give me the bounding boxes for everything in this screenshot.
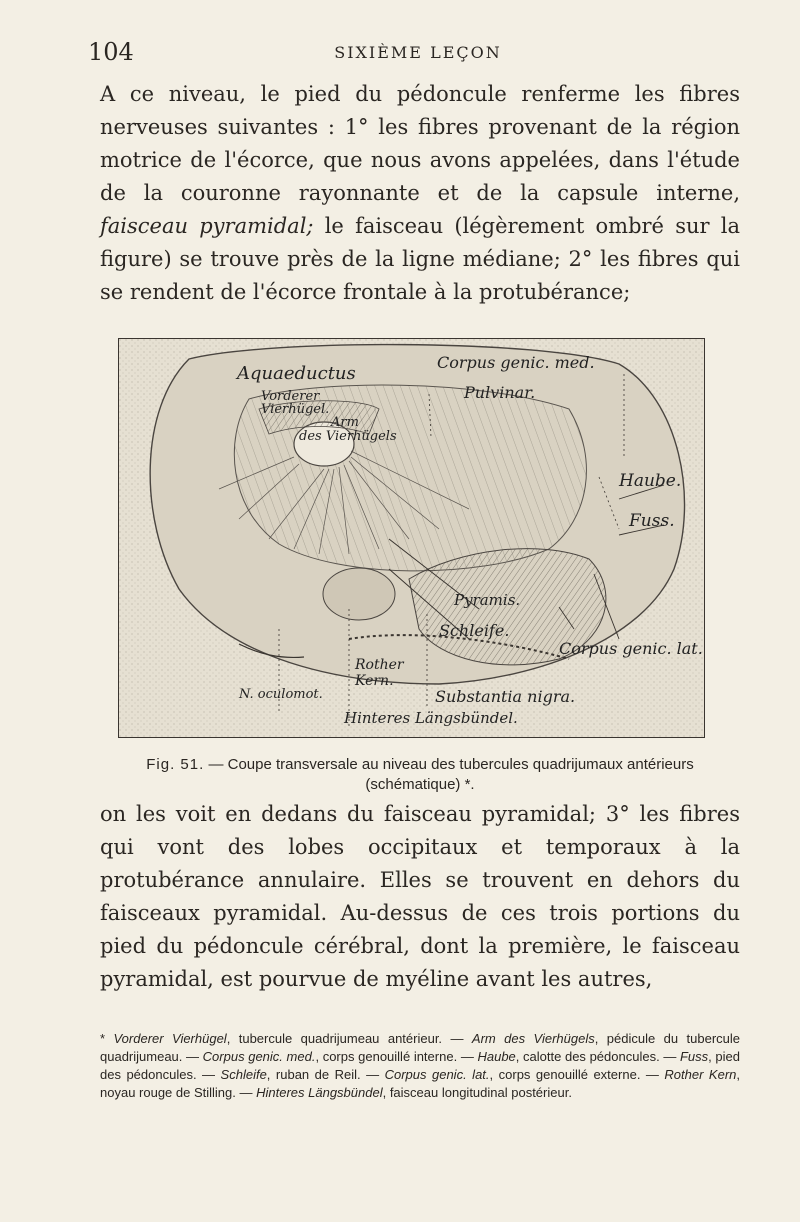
paragraph-intro-text-2: le faisceau (légèrement ombré sur la figure) se trouve près de la ligne médiane; 2° les fibres qui se rendent de l'écorce frontale à la protubérance; [100,214,740,304]
footnote-definition: , faisceau longitudinal postérieur. [382,1085,572,1100]
footnote-term: Hinteres Längsbündel [256,1085,383,1100]
label-rother: Rother [355,657,404,673]
paragraph-continued: on les voit en dedans du faisceau pyramidal; 3° les fibres qui vont des lobes occipitaux et temporaux à la protubérance annulaire. Elles se trouvent en dehors du faisceaux pyramidal. Au-dessus de ces trois portions du pied du pédoncule cérébral, dont la première, le faisceau pyramidal, est pourvue de myéline avant les autres, [100,802,740,991]
page-header [88,38,748,68]
figure-caption [100,755,740,795]
footnote-definition: , ruban de Reil. — [266,1067,385,1082]
red-nucleus-shape [323,568,395,620]
footnote-definition: , corps genouillé externe. — [489,1067,665,1082]
footnote-definition: , calotte des pédoncules. — [515,1049,680,1064]
paragraph-intro [100,78,740,309]
paragraph-intro-italic: faisceau pyramidal; [100,214,314,238]
footnote-term: Haube [477,1049,516,1064]
footnote-term: Rother Kern [664,1067,737,1082]
footnote-items [100,1031,740,1100]
footnote-definition: , pédicule du tubercule quadrijumeau. — [100,1031,740,1064]
footnote-definition: , noyau rouge de Stilling. — [100,1067,741,1100]
label-hinteres-langsbundel: Hinteres Längsbündel. [344,709,518,727]
footnote-definition: , tubercule quadrijumeau antérieur. — [226,1031,472,1046]
label-des-vierhugels: des Vierhügels [299,429,397,444]
footnote-definition: , corps genouillé interne. — [315,1049,478,1064]
label-substantia-nigra: Substantia nigra. [435,687,576,706]
label-vierhugel: Vierhügel. [261,402,330,417]
footnote-term: Vorderer Vierhügel [113,1031,227,1046]
footnote-definition: , pied des pédoncules. — [100,1049,740,1082]
label-arm: Arm [331,415,359,430]
footnote-term: Fuss [679,1049,709,1064]
label-corpus-genic-med: Corpus genic. med. [437,353,595,372]
running-head: SIXIÈME LEÇON [334,43,502,62]
label-vorderer: Vorderer [261,389,320,404]
label-pyramis: Pyramis. [454,591,521,609]
label-haube: Haube. [619,471,682,491]
figure-51-illustration [118,338,705,738]
anatomical-section-drawing [119,339,704,737]
label-schleife: Schleife. [439,621,510,640]
figure-number: Fig. 51. [146,756,205,773]
caption-text: — Coupe transversale au niveau des tubercules quadrijumaux antérieurs (schématique) *. [204,756,694,793]
label-fuss: Fuss. [629,511,675,531]
label-n-oculomot: N. oculomot. [239,687,323,702]
footnote: * Vorderer Vierhügel, tubercule quadrijumeau antérieur. — Arm des Vierhügels, pédicule du tubercule quadrijumeau. — Corpus genic. med., corps genouillé interne. — Haube, calotte des pédoncules. — Fuss, pied des pédoncules. — Schleife, ruban de Reil. — Corpus genic. lat., corps genouillé externe. — Rother Kern, noyau rouge de Stilling. — Hinteres Längsbündel, faisceau longitudinal postérieur. [100,1031,741,1100]
footnote-term: Corpus genic. lat. [384,1067,490,1082]
paragraph-intro-text-1: A ce niveau, le pied du pédoncule renferme les fibres nerveuses suivantes : 1° les fibres provenant de la région motrice de l'écorce, que nous avons appelées, dans l'étude de la couronne rayonnante et de la capsule interne, [100,82,740,205]
footnote-term: Arm des Vierhügels [471,1031,595,1046]
label-pulvinar: Pulvinar. [464,383,536,402]
label-corpus-genic-lat: Corpus genic. lat. [559,639,703,658]
footnote-term: Schleife [220,1067,267,1082]
page-number: 104 [88,38,134,66]
label-kern: Kern. [355,673,394,689]
label-aquaeductus: Aquaeductus [237,363,356,384]
footnote-term: Corpus genic. med. [202,1049,316,1064]
